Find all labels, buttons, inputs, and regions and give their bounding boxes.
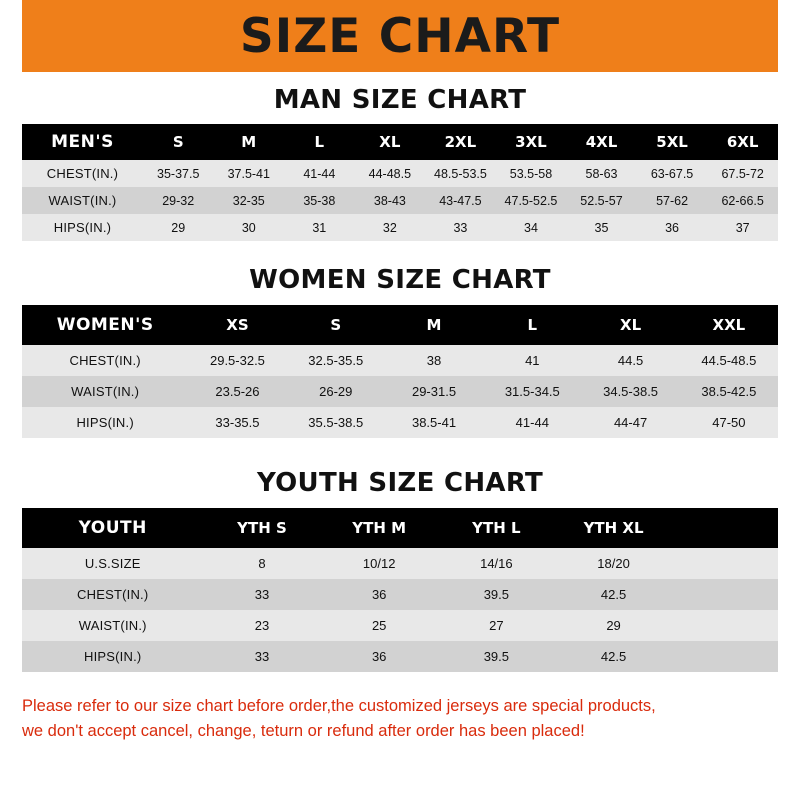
men-col-1: M [214,124,285,160]
women-col-1: S [287,305,385,345]
youth-col-3: YTH XL [555,508,672,548]
women-section-title: WOMEN SIZE CHART [249,265,551,295]
women-col-0: XS [188,305,286,345]
youth-row-1-label: CHEST(IN.) [22,579,203,610]
youth-section-title: YOUTH SIZE CHART [256,468,544,498]
women-section [0,265,800,438]
women-row-1-cell-3: 31.5-34.5 [483,376,581,407]
men-corner-label: MEN'S [22,124,143,160]
men-row-1-cell-1: 32-35 [214,187,285,214]
women-row-1-cell-2: 29-31.5 [385,376,483,407]
men-row-2-cell-6: 35 [566,214,637,241]
women-col-3: L [483,305,581,345]
table-row [22,160,778,187]
men-row-1-cell-8: 62-66.5 [707,187,778,214]
women-row-1-label: WAIST(IN.) [22,376,188,407]
women-table-body [22,345,778,438]
header-right-margin [778,0,800,72]
men-row-0-cell-2: 41-44 [284,160,355,187]
men-row-0-cell-1: 37.5-41 [214,160,285,187]
men-row-0-label: CHEST(IN.) [22,160,143,187]
women-row-0-label: CHEST(IN.) [22,345,188,376]
men-section [0,85,800,241]
men-row-0-cell-4: 48.5-53.5 [425,160,496,187]
youth-row-0-cell-0: 8 [203,548,320,579]
men-col-4: 2XL [425,124,496,160]
youth-row-2-cell-2: 27 [438,610,555,641]
youth-row-0-cell-2: 14/16 [438,548,555,579]
men-row-2-cell-1: 30 [214,214,285,241]
women-row-0-cell-5: 44.5-48.5 [680,345,778,376]
youth-row-1-spacer [672,579,778,610]
women-row-2-label: HIPS(IN.) [22,407,188,438]
youth-row-1-cell-1: 36 [321,579,438,610]
men-row-2-cell-4: 33 [425,214,496,241]
youth-row-0-label: U.S.SIZE [22,548,203,579]
men-col-6: 4XL [566,124,637,160]
women-row-2-cell-0: 33-35.5 [188,407,286,438]
table-row [22,579,778,610]
men-row-2-cell-0: 29 [143,214,214,241]
men-col-2: L [284,124,355,160]
youth-row-0-spacer [672,548,778,579]
youth-col-0: YTH S [203,508,320,548]
men-row-0-cell-5: 53.5-58 [496,160,567,187]
youth-corner-label: YOUTH [22,508,203,548]
women-table-head [22,305,778,345]
youth-row-2-label: WAIST(IN.) [22,610,203,641]
women-row-0-cell-4: 44.5 [581,345,679,376]
women-col-2: M [385,305,483,345]
youth-size-table [22,508,778,672]
youth-row-2-cell-1: 25 [321,610,438,641]
men-row-1-cell-5: 47.5-52.5 [496,187,567,214]
women-row-0-cell-0: 29.5-32.5 [188,345,286,376]
youth-row-1-cell-0: 33 [203,579,320,610]
youth-row-3-cell-1: 36 [321,641,438,672]
youth-row-3-spacer [672,641,778,672]
women-col-5: XXL [680,305,778,345]
youth-row-3-cell-0: 33 [203,641,320,672]
men-table-head [22,124,778,160]
men-row-1-label: WAIST(IN.) [22,187,143,214]
men-col-5: 3XL [496,124,567,160]
youth-row-2-spacer [672,610,778,641]
youth-row-1-cell-3: 42.5 [555,579,672,610]
table-row [22,214,778,241]
youth-row-3-cell-2: 39.5 [438,641,555,672]
men-row-2-cell-3: 32 [355,214,426,241]
women-row-1-cell-4: 34.5-38.5 [581,376,679,407]
women-size-table [22,305,778,438]
women-col-4: XL [581,305,679,345]
men-row-0-cell-8: 67.5-72 [707,160,778,187]
women-corner-label: WOMEN'S [22,305,188,345]
youth-row-0-cell-1: 10/12 [321,548,438,579]
page-title: SIZE CHART [239,8,561,64]
men-row-2-cell-2: 31 [284,214,355,241]
men-section-title: MAN SIZE CHART [273,85,527,115]
men-row-1-cell-4: 43-47.5 [425,187,496,214]
header-banner [0,0,800,72]
women-row-1-cell-5: 38.5-42.5 [680,376,778,407]
youth-col-2: YTH L [438,508,555,548]
youth-col-spacer [672,508,778,548]
table-row [22,187,778,214]
women-row-0-cell-3: 41 [483,345,581,376]
men-row-1-cell-2: 35-38 [284,187,355,214]
men-table-body [22,160,778,241]
women-row-1-cell-1: 26-29 [287,376,385,407]
youth-row-3-cell-3: 42.5 [555,641,672,672]
women-row-2-cell-2: 38.5-41 [385,407,483,438]
youth-col-1: YTH M [321,508,438,548]
men-row-1-cell-3: 38-43 [355,187,426,214]
table-row [22,376,778,407]
men-col-3: XL [355,124,426,160]
men-row-0-cell-7: 63-67.5 [637,160,708,187]
men-row-2-cell-7: 36 [637,214,708,241]
women-row-1-cell-0: 23.5-26 [188,376,286,407]
men-size-table [22,124,778,241]
women-row-0-cell-1: 32.5-35.5 [287,345,385,376]
table-row [22,610,778,641]
header-left-margin [0,0,22,72]
table-row [22,548,778,579]
footnote [22,694,778,744]
table-row [22,345,778,376]
men-col-0: S [143,124,214,160]
men-header-row [22,124,778,160]
women-row-2-cell-4: 44-47 [581,407,679,438]
women-row-2-cell-3: 41-44 [483,407,581,438]
youth-row-1-cell-2: 39.5 [438,579,555,610]
youth-row-0-cell-3: 18/20 [555,548,672,579]
youth-section [0,468,800,672]
youth-row-3-label: HIPS(IN.) [22,641,203,672]
youth-table-body [22,548,778,672]
footnote-line-1: Please refer to our size chart before order,the customized jerseys are special products, [22,697,656,715]
women-row-2-cell-5: 47-50 [680,407,778,438]
youth-row-2-cell-0: 23 [203,610,320,641]
men-row-2-label: HIPS(IN.) [22,214,143,241]
men-row-0-cell-3: 44-48.5 [355,160,426,187]
table-row [22,641,778,672]
youth-table-head [22,508,778,548]
men-row-0-cell-6: 58-63 [566,160,637,187]
men-col-7: 5XL [637,124,708,160]
men-row-2-cell-8: 37 [707,214,778,241]
men-row-1-cell-0: 29-32 [143,187,214,214]
men-row-1-cell-6: 52.5-57 [566,187,637,214]
youth-row-2-cell-3: 29 [555,610,672,641]
men-row-2-cell-5: 34 [496,214,567,241]
men-row-0-cell-0: 35-37.5 [143,160,214,187]
youth-header-row [22,508,778,548]
women-row-2-cell-1: 35.5-38.5 [287,407,385,438]
women-header-row [22,305,778,345]
women-row-0-cell-2: 38 [385,345,483,376]
men-row-1-cell-7: 57-62 [637,187,708,214]
men-col-8: 6XL [707,124,778,160]
table-row [22,407,778,438]
footnote-line-2: we don't accept cancel, change, teturn or refund after order has been placed! [22,721,585,740]
